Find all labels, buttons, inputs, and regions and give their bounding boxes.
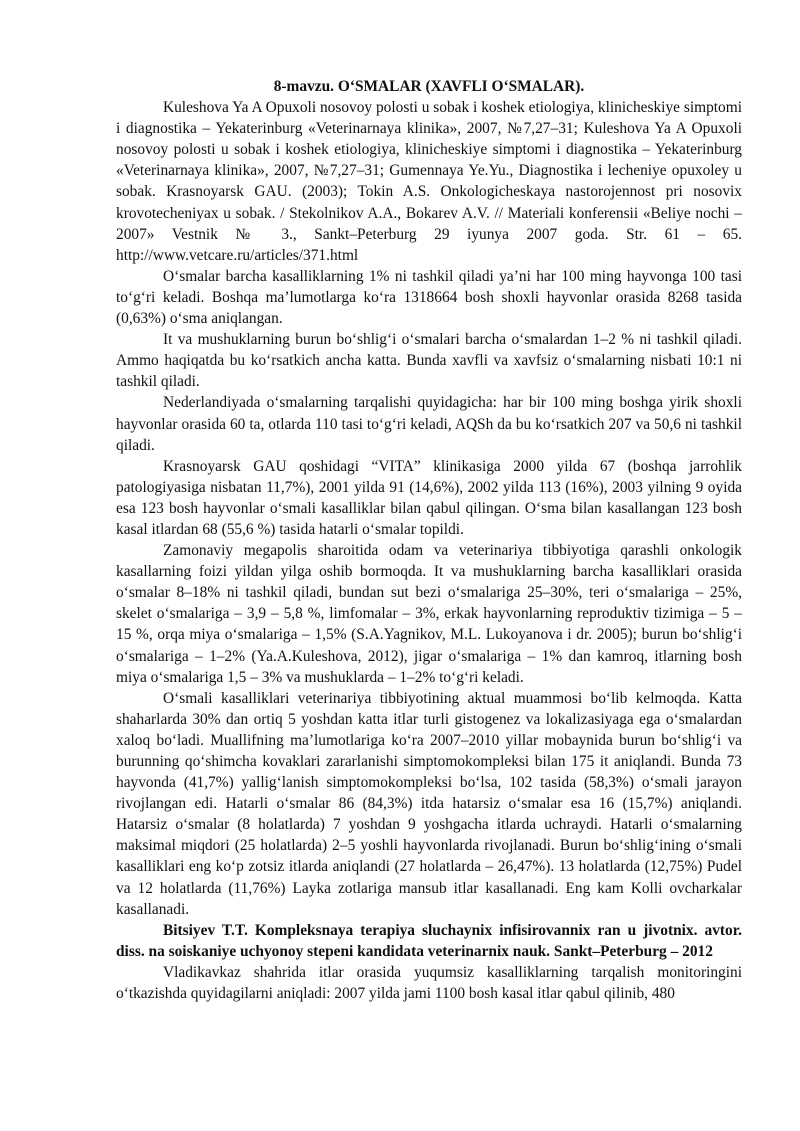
body-paragraph-4: Krasnoyarsk GAU qoshidagi “VITA” klinikasiga 2000 yilda 67 (boshqa jarrohlik patologiyasiga nisbatan 11,7%), 2001 yilda 91 (14,6%), 2002 yilda 113 (16%), 2003 yilning 9 oyida esa 123 bosh hayvonlar o‘smali kasalliklar bilan qabul qilingan. O‘sma bilan kasallangan 123 bosh kasal itlardan 68 (55,6 %) tasida hatarli o‘smalar topildi. (116, 457, 742, 538)
body-paragraph-3: Nederlandiyada o‘smalarning tarqalishi quyidagicha: har bir 100 ming boshga yirik shoxli hayvonlar orasida 60 ta, otlarda 110 tasi to‘g‘ri keladi, AQSh da bu ko‘rsatkich 207 va 50,6 ni tashkil qiladi. (116, 394, 742, 454)
body-paragraph-last: Vladikavkaz shahrida itlar orasida yuqumsiz kasalliklarning tarqalish monitoringini o‘tkazishda quyidagilarni aniqladi: 2007 yilda jami 1100 bosh kasal itlar qabul qilinib, 480 (116, 963, 742, 1003)
references-text: Kuleshova Ya A Opuxoli nosovoy polosti u sobak i koshek etiologiya, klinicheskiye simptomi i diagnostika – Yekaterinburg «Veterinarnaya klinika», 2007, №7,27–31; Kuleshova Ya A Opuxoli nosovoy polosti u sobak i koshek etiologiya, klinicheskiye simptomi i diagnostika – Yekaterinburg «Veterinarnaya klinika», 2007, №7,27–31; Gumennaya Ye.Yu., Diagnostika i lecheniye opuxoley u sobak. Krasnoyarsk GAU. (2003); Tokin A.S. Onkologicheskaya nastorojennost pri nosovix krovotecheniyax u sobak. / Stekolnikov A.A., Bokarev A.V. // Materiali konferensii «Beliye nochi – 2007» Vestnik № 3., Sankt–Peterburg 29 iyunya 2007 goda. Str. 61 – 65. (116, 99, 742, 243)
body-paragraph-5: Zamonaviy megapolis sharoitida odam va veterinariya tibbiyotiga qarashli onkologik kasallarning foizi yildan yilga oshib bormoqda. It va mushuklarning barcha kasalliklari orasida o‘smalar 8–18% ni tashkil qiladi, bundan sut bezi o‘smalariga 25–30%, teri o‘smalariga – 25%, skelet o‘smalariga – 3,9 – 5,8 %, limfomalar – 3%, erkak hayvonlarning reproduktiv tizimiga – 5 – 15 %, orqa miya o‘smalariga – 1,5% (S.A.Yagnikov, M.L. Lukoyanova i dr. 2005); burun bo‘shlig‘i o‘smalariga – 1–2% (Ya.A.Kuleshova, 2012), jigar o‘smalariga – 1% dan kamroq, itlarning bosh miya o‘smalariga 1,5 – 3% va mushuklarda – 1–2% to‘g‘ri keladi. (116, 542, 742, 686)
references-url[interactable]: http://www.vetcare.ru/articles/371.html (116, 246, 359, 264)
references-paragraph (116, 97, 742, 266)
document-page (116, 76, 742, 1004)
bold-reference: Bitsiyev T.T. Kompleksnaya terapiya sluchaynix infisirovannix ran u jivotnix. avtor. diss. na soiskaniye uchyonoy stepeni kandidata veterinarnix nauk. Sankt–Peterburg – 2012 (116, 921, 742, 960)
body-paragraph-6: O‘smali kasalliklari veterinariya tibbiyotining aktual muammosi bo‘lib kelmoqda. Katta shaharlarda 30% dan ortiq 5 yoshdan katta itlar turli gistogenez va lokalizasiyaga ega o‘smalardan xaloq bo‘ladi. Muallifning ma’lumotlariga ko‘ra 2007–2010 yillar mobaynida burun bo‘shlig‘i va burunning qo‘shimcha kovaklari zararlanishi simptomokompleksi bilan 175 it aniqlandi. Bunda 73 hayvonda (41,7%) yallig‘lanish simptomokompleksi bo‘lsa, 102 tasida (58,3%) o‘smali jarayon rivojlangan edi. Hatarli o‘smalar 86 (84,3%) itda hatarsiz o‘smalar esa 16 (15,7%) aniqlandi. Hatarsiz o‘smalar (8 holatlarda) 7 yoshdan 9 yoshgacha itlarda uchraydi. Hatarli o‘smalarning maksimal miqdori (25 holatlarda) 2–5 yoshli hayvonlarda rivojlanadi. Burun bo‘shlig‘ining o‘smali kasalliklari eng ko‘p zotsiz itlarda aniqlandi (27 holatlarda – 26,47%). 13 holatlarda (12,75%) Pudel va 12 holatlarda (11,76%) Layka zotlariga mansub itlar kasallanadi. Eng kam Kolli ovcharkalar kasallanadi. (116, 689, 742, 918)
body-paragraph-2: It va mushuklarning burun bo‘shlig‘i o‘smalari barcha o‘smalardan 1–2 % ni tashkil qiladi. Ammo haqiqatda bu ko‘rsatkich ancha katta. Bunda xavfli va xavfsiz o‘smalarning nisbati 10:1 ni tashkil qiladi. (116, 331, 742, 391)
body-paragraph-1: O‘smalar barcha kasalliklarning 1% ni tashkil qiladi ya’ni har 100 ming hayvonga 100 tasi to‘g‘ri keladi. Boshqa ma’lumotlarga ko‘ra 1318664 bosh shoxli hayvonlar orasida 8268 tasida (0,63%) o‘sma aniqlangan. (116, 267, 742, 328)
page-title: 8-mavzu. O‘SMALAR (XAVFLI O‘SMALAR). (273, 78, 585, 95)
